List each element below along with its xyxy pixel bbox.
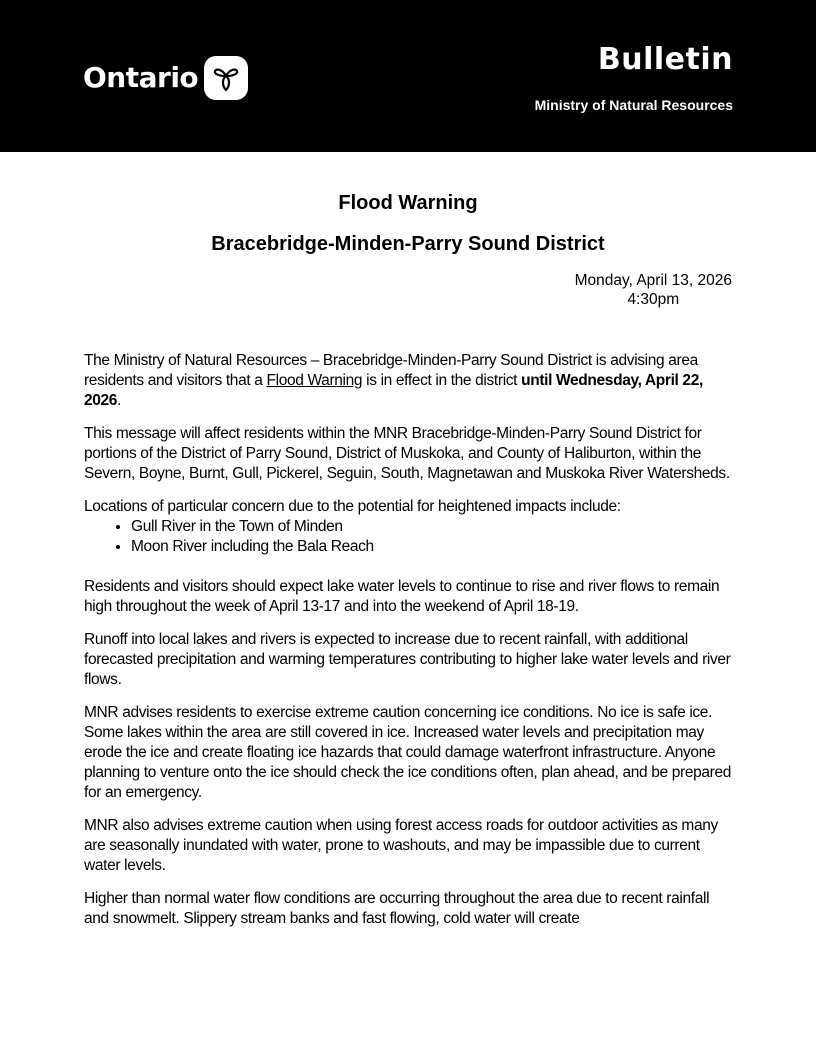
document-title: Flood Warning — [338, 192, 478, 214]
until-date: until Wednesday, April 22, 2026 — [84, 372, 703, 409]
intro-text: The Ministry of Natural Resources – Bracebridge-Minden-Parry Sound District is advising area residents and visitors that a — [84, 352, 698, 389]
paragraph-forest-roads: MNR also advises extreme caution when using forest access roads for outdoor activities as many are seasonally inundated with water, prone to washouts, and may be impassible due to current water levels. — [84, 817, 718, 874]
document-subtitle: Bracebridge-Minden-Parry Sound District — [211, 233, 605, 255]
paragraph-intro — [84, 351, 736, 411]
date-block — [575, 271, 732, 309]
logo-text: Ontario — [83, 61, 199, 94]
list-item: • Moon River including the Bala Reach — [131, 537, 736, 557]
time-text: 4:30pm — [627, 291, 680, 308]
trillium-icon — [204, 56, 248, 100]
ontario-logo — [83, 56, 248, 100]
intro-end: . — [117, 392, 122, 409]
intro-text-2: is in effect in the district — [362, 372, 522, 389]
flood-warning-link[interactable]: Flood Warning — [266, 372, 363, 389]
bulletin-title: Bulletin — [597, 42, 733, 77]
paragraph-water-levels: Residents and visitors should expect lake water levels to continue to rise and river flows to remain high throughout the week of April 13-17 and into the weekend of April 18-19. — [84, 578, 720, 615]
bulletin-body — [84, 351, 736, 942]
paragraph-runoff: Runoff into local lakes and rivers is expected to increase due to recent rainfall, with additional forecasted precipitation and warming temperatures contributing to higher lake water levels and river flows. — [84, 631, 731, 688]
list-item: • Gull River in the Town of Minden — [131, 517, 736, 537]
paragraph-water-flow: Higher than normal water flow conditions are occurring throughout the area due to recent rainfall and snowmelt. Slippery stream banks and fast flowing, cold water will create — [84, 890, 710, 927]
paragraph-locations: Locations of particular concern due to the potential for heightened impacts include: — [84, 498, 621, 515]
bulletin-header — [0, 0, 816, 152]
ministry-name: Ministry of Natural Resources — [534, 97, 733, 113]
date-text: Monday, April 13, 2026 — [574, 272, 732, 289]
paragraph-affected-area: This message will affect residents within the MNR Bracebridge-Minden-Parry Sound District for portions of the District of Parry Sound, District of Muskoka, and County of Haliburton, within the Severn, Boyne, Burnt, Gull, Pickerel, Seguin, South, Magnetawan and Muskoka River Watersheds. — [84, 425, 730, 482]
paragraph-ice-conditions: MNR advises residents to exercise extreme caution concerning ice conditions. No ice is safe ice. Some lakes within the area are still covered in ice. Increased water levels and precipitation may erode the ice and create floating ice hazards that could damage waterfront infrastructure. Anyone planning to venture onto the ice should check the ice conditions often, plan ahead, and be prepared for an emergency. — [84, 704, 731, 801]
locations-list — [84, 517, 736, 557]
